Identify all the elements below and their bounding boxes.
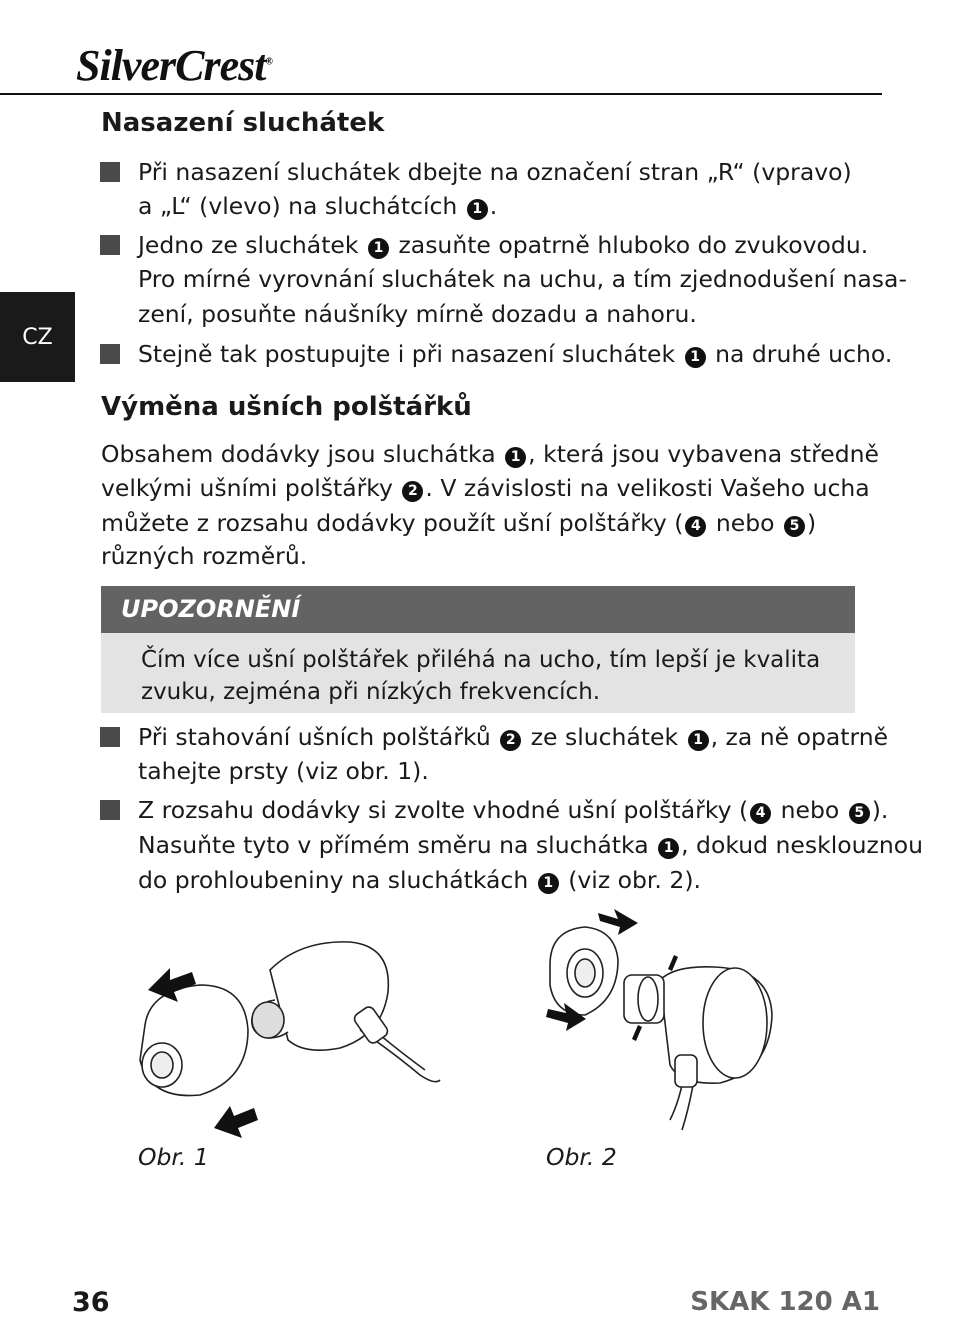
s2-b2-line3: do prohloubeniny na sluchátkách 1 (viz obr. 2). xyxy=(138,866,701,894)
ref-number-4: 4 xyxy=(750,803,771,824)
ref-number-1: 1 xyxy=(685,347,706,368)
bullet-marker xyxy=(100,162,120,182)
header-rule xyxy=(0,93,882,95)
notice-title: UPOZORNĚNÍ xyxy=(101,586,855,633)
arrow-icon xyxy=(214,1106,258,1138)
language-tab: CZ xyxy=(0,292,75,382)
s2-intro-line3: můžete z rozsahu dodávky použít ušní polštářky ( 4 nebo 5 ) xyxy=(101,509,817,537)
s2-b1-line1: Při stahování ušních polštářků 2 ze sluchátek 1 , za ně opatrně xyxy=(138,723,889,751)
section-title-fitting: Nasazení sluchátek xyxy=(101,108,385,138)
ref-number-1: 1 xyxy=(658,838,679,859)
notice-line2: zvuku, zejména při nízkých frekvencích. xyxy=(141,679,601,705)
ref-number-2: 2 xyxy=(402,481,423,502)
ref-number-5: 5 xyxy=(849,803,870,824)
s1-b1-line2: a „L“ (vlevo) na sluchátcích 1 . xyxy=(138,192,498,220)
s2-b2-line2: Nasuňte tyto v přímém směru na sluchátka 1 , dokud nesklouznou xyxy=(138,831,924,859)
s1-b3-line1: Stejně tak postupujte i při nasazení sluchátek 1 na druhé ucho. xyxy=(138,340,893,368)
s1-b2-line3: zení, posuňte náušníky mírně dozadu a nahoru. xyxy=(138,300,697,328)
bullet-marker xyxy=(100,727,120,747)
model-number: SKAK 120 A1 xyxy=(690,1287,880,1317)
figure-1-caption: Obr. 1 xyxy=(138,1143,209,1171)
figure-2-caption: Obr. 2 xyxy=(546,1143,617,1171)
s1-b1-line1: Při nasazení sluchátek dbejte na označení stran „R“ (vpravo) xyxy=(138,158,852,186)
page-number: 36 xyxy=(72,1287,110,1318)
s1-b2-line1: Jedno ze sluchátek 1 zasuňte opatrně hluboko do zvukovodu. xyxy=(138,231,869,259)
notice-body xyxy=(101,633,855,713)
section-title-ear-cushions: Výměna ušních polštářků xyxy=(101,392,472,422)
arrow-icon xyxy=(668,955,678,971)
bullet-marker xyxy=(100,800,120,820)
notice-line1: Čím více ušní polštářek přiléhá na ucho, tím lepší je kvalita xyxy=(141,647,821,673)
s2-intro-line2: velkými ušními polštářky 2 . V závislosti na velikosti Vašeho ucha xyxy=(101,474,870,502)
brand-logo: SilverCrest® xyxy=(76,41,272,90)
ref-number-5: 5 xyxy=(784,516,805,537)
s2-b2-line1: Z rozsahu dodávky si zvolte vhodné ušní polštářky ( 4 nebo 5 ). xyxy=(138,796,889,824)
ref-number-1: 1 xyxy=(467,199,488,220)
s2-intro-line1: Obsahem dodávky jsou sluchátka 1 , která jsou vybavena středně xyxy=(101,440,879,468)
ref-number-1: 1 xyxy=(688,730,709,751)
s2-b1-line2: tahejte prsty (viz obr. 1). xyxy=(138,757,429,785)
ref-number-4: 4 xyxy=(685,516,706,537)
ref-number-1: 1 xyxy=(505,447,526,468)
bullet-marker xyxy=(100,344,120,364)
arrow-icon xyxy=(598,909,638,935)
figure-2-illustration xyxy=(540,905,780,1135)
ref-number-2: 2 xyxy=(500,730,521,751)
arrow-icon xyxy=(632,1025,642,1041)
figure-1-illustration xyxy=(130,930,450,1140)
ref-number-1: 1 xyxy=(538,873,559,894)
ref-number-1: 1 xyxy=(368,238,389,259)
s2-intro-line4: různých rozměrů. xyxy=(101,542,308,570)
bullet-marker xyxy=(100,235,120,255)
s1-b2-line2: Pro mírné vyrovnání sluchátek na uchu, a tím zjednodušení nasa- xyxy=(138,265,907,293)
